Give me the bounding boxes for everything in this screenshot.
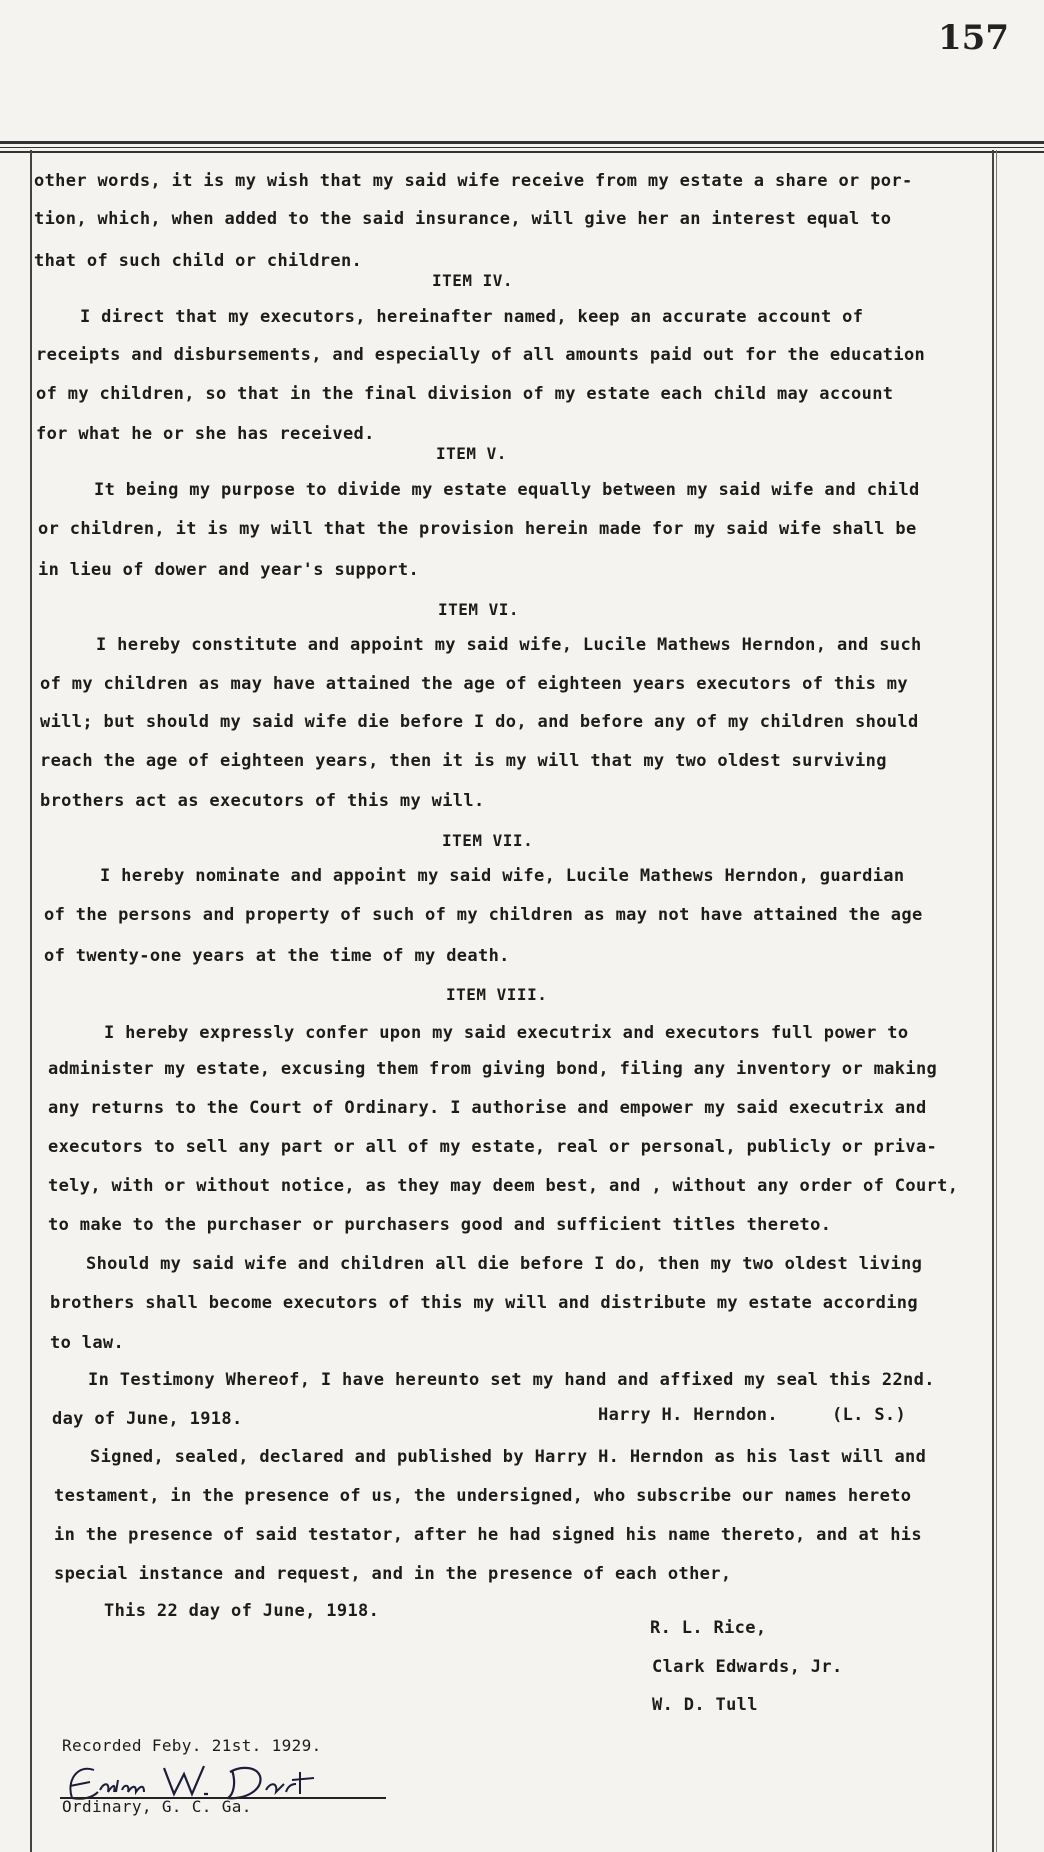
text-line: testament, in the presence of us, the undersigned, who subscribe our names hereto <box>54 1486 912 1506</box>
witness-name: Clark Edwards, Jr. <box>652 1657 843 1677</box>
text-line: In Testimony Whereof, I have hereunto set my hand and affixed my seal this 22nd. <box>88 1370 935 1390</box>
text-line: of the persons and property of such of my children as may not have attained the age <box>44 905 923 925</box>
header-rule <box>0 147 1044 148</box>
text-line: executors to sell any part or all of my estate, real or personal, publicly or priva- <box>48 1137 938 1157</box>
text-line: that of such child or children. <box>34 251 363 271</box>
text-line: tely, with or without notice, as they may deem best, and , without any order of Court, <box>48 1176 959 1196</box>
text-line: It being my purpose to divide my estate equally between my said wife and child <box>94 480 920 500</box>
right-margin-line <box>992 150 994 1852</box>
text-line: any returns to the Court of Ordinary. I authorise and empower my said executrix and <box>48 1098 927 1118</box>
text-line: tion, which, when added to the said insurance, will give her an interest equal to <box>34 209 892 229</box>
witness-name: R. L. Rice, <box>650 1618 767 1638</box>
witness-name: W. D. Tull <box>652 1695 758 1715</box>
text-line: of my children as may have attained the age of eighteen years executors of this my <box>40 674 908 694</box>
text-line: of my children, so that in the final division of my estate each child may account <box>36 384 894 404</box>
item-heading: ITEM VIII. <box>446 985 548 1004</box>
left-margin-line <box>30 150 32 1852</box>
text-line: in the presence of said testator, after he had signed his name thereto, and at his <box>54 1525 922 1545</box>
item-heading: ITEM V. <box>436 444 507 463</box>
text-line: brothers shall become executors of this my will and distribute my estate according <box>50 1293 918 1313</box>
text-line: to law. <box>50 1333 125 1353</box>
text-line: I hereby nominate and appoint my said wife, Lucile Mathews Herndon, guardian <box>100 866 905 886</box>
text-line: other words, it is my wish that my said wife receive from my estate a share or por- <box>34 171 913 191</box>
text-line: day of June, 1918. <box>52 1409 243 1429</box>
text-line: brothers act as executors of this my will. <box>40 791 485 811</box>
seal-mark: (L. S.) <box>832 1405 907 1425</box>
text-line: I direct that my executors, hereinafter named, keep an accurate account of <box>80 307 864 327</box>
text-line: will; but should my said wife die before I do, and before any of my children should <box>40 712 919 732</box>
text-line: or children, it is my will that the provision herein made for my said wife shall be <box>38 519 917 539</box>
text-line: in lieu of dower and year's support. <box>38 560 420 580</box>
text-line: I hereby expressly confer upon my said executrix and executors full power to <box>104 1023 909 1043</box>
item-heading: ITEM VI. <box>438 600 520 619</box>
text-line: Should my said wife and children all die before I do, then my two oldest living <box>86 1254 923 1274</box>
text-line: to make to the purchaser or purchasers good and sufficient titles thereto. <box>48 1215 832 1235</box>
text-line: reach the age of eighteen years, then it is my will that my two oldest surviving <box>40 751 887 771</box>
ordinary-office: Ordinary, G. C. Ga. <box>62 1797 252 1816</box>
text-line: Signed, sealed, declared and published by Harry H. Herndon as his last will and <box>90 1447 927 1467</box>
recorded-date: Recorded Feby. 21st. 1929. <box>62 1736 322 1755</box>
header-rule <box>0 141 1044 144</box>
item-heading: ITEM IV. <box>432 271 514 290</box>
text-line: I hereby constitute and appoint my said wife, Lucile Mathews Herndon, and such <box>96 635 922 655</box>
right-margin-line <box>996 150 997 1852</box>
item-heading: ITEM VII. <box>442 831 534 850</box>
testator-signature: Harry H. Herndon. <box>598 1405 778 1425</box>
page-number: 157 <box>938 18 1009 58</box>
text-line: special instance and request, and in the presence of each other, <box>54 1564 732 1584</box>
text-line: receipts and disbursements, and especially of all amounts paid out for the education <box>36 345 926 365</box>
header-rule <box>0 151 1044 153</box>
text-line: administer my estate, excusing them from giving bond, filing any inventory or making <box>48 1059 938 1079</box>
text-line: for what he or she has received. <box>36 424 375 444</box>
text-line: of twenty-one years at the time of my death. <box>44 946 510 966</box>
text-line: This 22 day of June, 1918. <box>104 1601 380 1621</box>
